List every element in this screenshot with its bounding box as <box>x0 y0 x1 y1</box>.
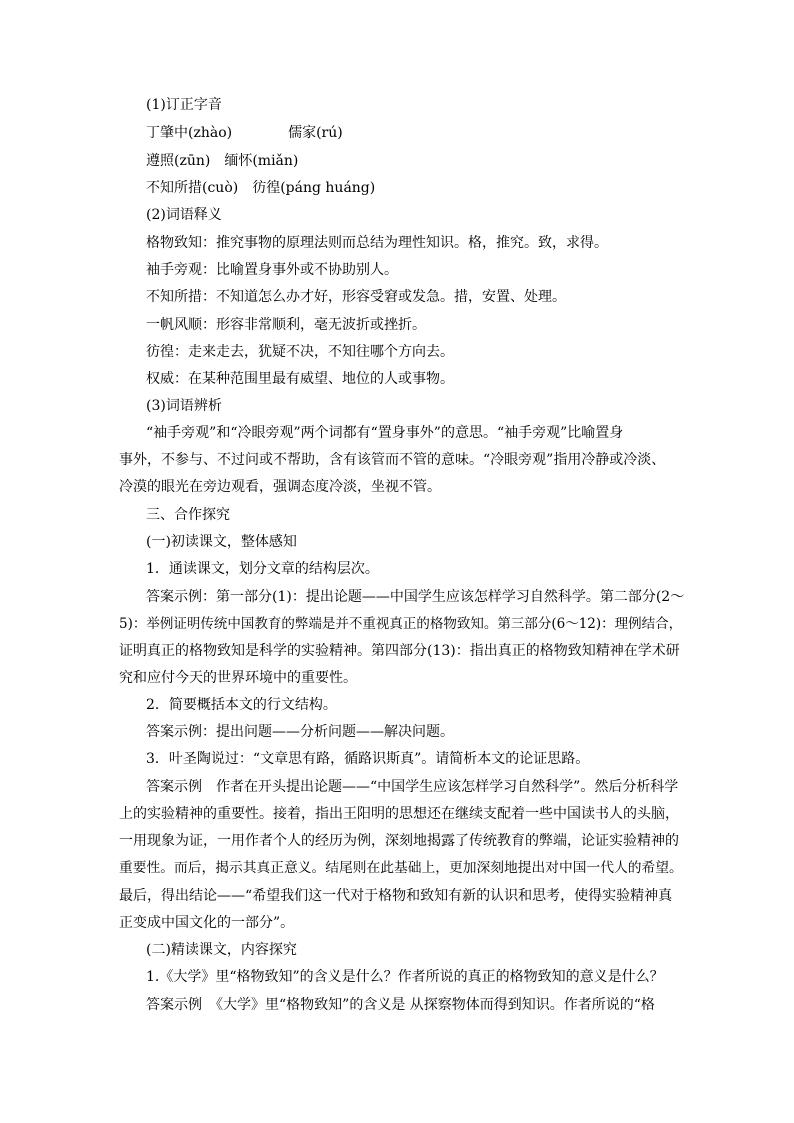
paragraph-line: 冷漠的眼光在旁边观看，强调态度冷淡，坐视不管。 <box>119 479 441 495</box>
paragraph-line: “袖手旁观”和“冷眼旁观”两个词都有“置身事外”的意思。“袖手旁观”比喻置身 <box>146 425 624 441</box>
definition-item: 彷徨：走来走去，犹疑不决，不知往哪个方向去。 <box>146 344 454 360</box>
answer-line: 最后，得出结论——“希望我们这一代对于格物和致知有新的认识和思考，使得实验精神真 <box>119 888 673 904</box>
definition-item: 一帆风顺：形容非常顺利，毫无波折或挫折。 <box>146 317 426 333</box>
pronunciation-row-1 <box>146 124 686 142</box>
subsection-heading: (一)初读课文，整体感知 <box>146 534 297 550</box>
question: 1.《大学》里“格物致知”的含义是什么？作者所说的真正的格物致知的意义是什么？ <box>146 969 664 985</box>
answer-line: 正变成中国文化的一部分”。 <box>119 915 295 931</box>
pronunciation-row-3: 不知所措(cuò) 彷徨(páng huáng) <box>146 180 376 196</box>
subsection-heading: (二)精读课文，内容探究 <box>146 942 297 958</box>
answer-line: 答案示例：第一部分(1)：提出论题——中国学生应该怎样学习自然科学。第二部分(2～ <box>146 589 685 605</box>
pronunciation-row-2: 遵照(zūn) 缅怀(miǎn) <box>146 153 299 169</box>
answer-line: 重要性。而后，揭示其真正意义。结尾则在此基础上，更加深刻地提出对中国一代人的希望。 <box>119 860 683 876</box>
pronunciation-item: 丁肇中(zhào) <box>146 125 233 141</box>
answer-line: 究和应付今天的世界环境中的重要性。 <box>119 670 357 686</box>
answer-line: 答案示例 作者在开头提出论题——“中国学生应该怎样学习自然科学”。然后分析科学 <box>146 779 679 795</box>
section-heading-definitions: (2)词语释义 <box>146 207 222 223</box>
answer-line: 一用现象为证，一用作者个人的经历为例，深刻地揭露了传统教育的弊端，论证实验精神的 <box>119 833 679 849</box>
answer-line: 答案示例 《大学》里“格物致知”的含义是 从探察物体而得到知识。作者所说的“格 <box>146 997 655 1013</box>
answer-line: 证明真正的格物致知是科学的实验精神。第四部分(13)：指出真正的格物致知精神在学术研 <box>119 643 680 659</box>
answer-line: 上的实验精神的重要性。接着，指出王阳明的思想还在继续支配着一些中国读书人的头脑， <box>119 806 679 822</box>
section-heading-word-analysis: (3)词语辨析 <box>146 398 222 414</box>
question: 3．叶圣陶说过：“文章思有路，循路识斯真”。请简析本文的论证思路。 <box>146 751 590 767</box>
section-heading-pronunciation: (1)订正字音 <box>146 97 222 113</box>
definition-item: 袖手旁观：比喻置身事外或不协助别人。 <box>146 262 398 278</box>
section-heading-cooperative-inquiry: 三、合作探究 <box>146 507 230 523</box>
answer-line: 5)：举例证明传统中国教育的弊端是并不重视真正的格物致知。第三部分(6～12)：理例结合， <box>119 616 683 632</box>
question: 2．简要概括本文的行文结构。 <box>146 697 337 713</box>
definition-item: 格物致知：推究事物的原理法则而总结为理性知识。格，推究。致，求得。 <box>146 235 608 251</box>
answer-line: 答案示例：提出问题——分析问题——解决问题。 <box>146 724 454 740</box>
definition-item: 不知所措：不知道怎么办才好，形容受窘或发急。措，安置、处理。 <box>146 289 566 305</box>
question: 1．通读课文，划分文章的结构层次。 <box>146 561 379 577</box>
paragraph-line: 事外，不参与、不过问或不帮助，含有该管而不管的意味。“冷眼旁观”指用冷静或冷淡、 <box>119 452 666 468</box>
pronunciation-item: 儒家(rú) <box>288 125 343 141</box>
definition-item: 权威：在某种范围里最有威望、地位的人或事物。 <box>146 371 454 387</box>
